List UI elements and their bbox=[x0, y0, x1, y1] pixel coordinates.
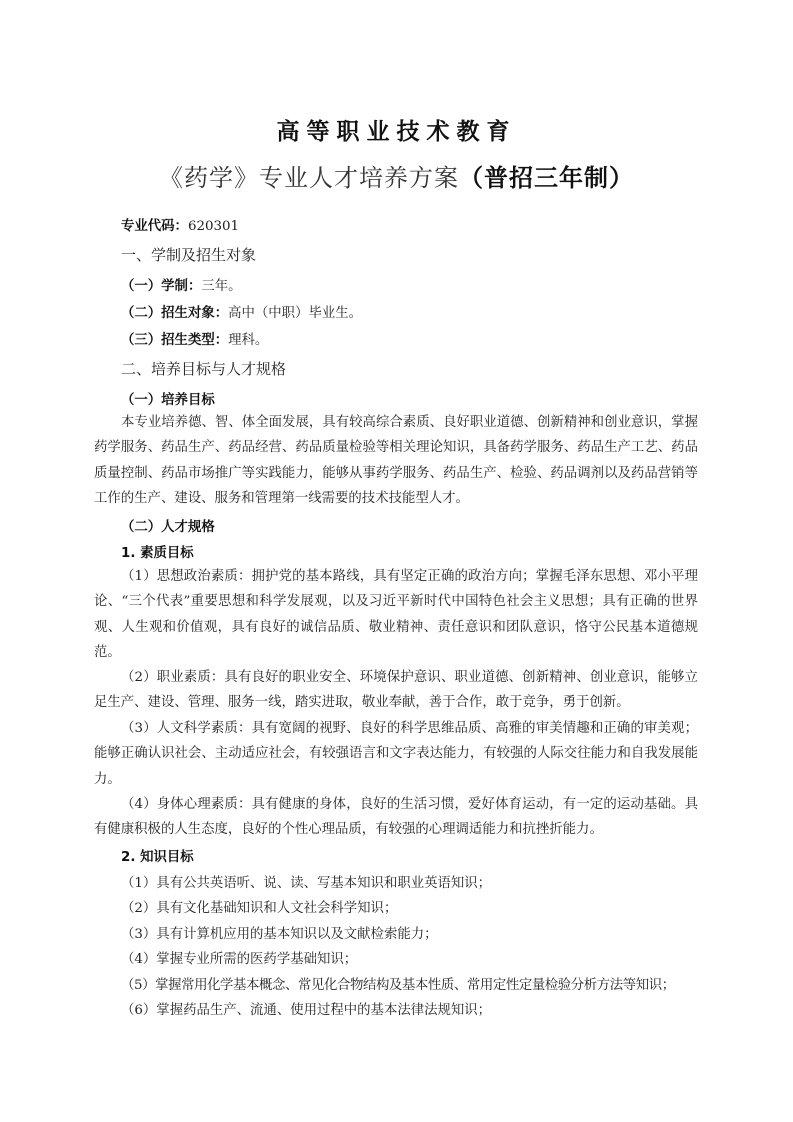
document-subtitle bbox=[0, 158, 793, 193]
knowledge-item-3: （3）具有计算机应用的基本知识以及文献检索能力； bbox=[121, 927, 438, 942]
quality-item-1: （1）思想政治素质：拥护党的基本路线，具有坚定正确的政治方向；掌握毛泽东思想、邓小平理论、“三个代表”重要思想和科学发展观，以及习近平新时代中国特色社会主义思想；具有正确的世界观、人生观和价值观，具有良好的诚信品质、敬业精神、责任意识和团队意识，恪守公民基本道德规范。 bbox=[94, 569, 698, 661]
item-label: （二）招生对象： bbox=[121, 306, 229, 321]
knowledge-item-5: （5）掌握常用化学基本概念、常见化合物结构及基本性质、常用定性定量检验分析方法等知识； bbox=[121, 978, 675, 993]
training-goal-text: 本专业培养德、智、体全面发展，具有较高综合素质、良好职业道德、创新精神和创业意识，掌握药学服务、药品生产、药品经营、药品质量检验等相关理论知识，具备药学服务、药品生产工艺、药品质量控制、药品市场推广等实践能力，能够从事药学服务、药品生产、检验、药品调剂以及药品营销等工作的生产、建设、服务和管理第一线需要的技术技能型人才。 bbox=[94, 415, 698, 507]
item-label: （一）学制： bbox=[121, 279, 202, 294]
subtitle-enrollment-type: （普招三年制） bbox=[459, 164, 634, 192]
subtitle-main: 《药学》专业人才培养方案 bbox=[159, 164, 459, 192]
item-value: 理科。 bbox=[228, 333, 269, 348]
section2-heading: 二、培养目标与人才规格 bbox=[121, 360, 287, 378]
major-code bbox=[121, 215, 239, 234]
knowledge-item-1: （1）具有公共英语听、说、读、写基本知识和职业英语知识； bbox=[121, 876, 492, 891]
document-title: 高等职业技术教育 bbox=[276, 119, 517, 145]
item-value: 高中（中职）毕业生。 bbox=[228, 306, 363, 321]
talent-spec-heading: （二）人才规格 bbox=[121, 520, 215, 535]
training-goal-heading: （一）培养目标 bbox=[121, 393, 215, 408]
knowledge-goals-heading: 2. 知识目标 bbox=[121, 850, 194, 865]
knowledge-item-6: （6）掌握药品生产、流通、使用过程中的基本法律法规知识； bbox=[121, 1003, 492, 1018]
knowledge-item-2: （2）具有文化基础知识和人文社会科学知识； bbox=[121, 901, 398, 916]
item-value: 三年。 bbox=[201, 279, 242, 294]
quality-item-3: （3）人文科学素质：具有宽阔的视野、良好的科学思维品质、高雅的审美情趣和正确的审美观；能够正确认识社会、主动适应社会，有较强语言和文字表达能力，有较强的人际交往能力和自我发展能力。 bbox=[94, 721, 698, 787]
knowledge-item-4: （4）掌握专业所需的医药学基础知识； bbox=[121, 952, 358, 967]
quality-item-4: （4）身体心理素质：具有健康的身体，良好的生活习惯，爱好体育运动，有一定的运动基础。具有健康积极的人生态度，良好的个性心理品质，有较强的心理调适能力和抗挫折能力。 bbox=[94, 797, 698, 838]
section1-heading: 一、学制及招生对象 bbox=[121, 246, 257, 264]
quality-item-2: （2）职业素质：具有良好的职业安全、环境保护意识、职业道德、创新精神、创业意识，能够立足生产、建设、管理、服务一线，踏实进取，敬业奉献，善于合作，敢于竞争，勇于创新。 bbox=[94, 670, 698, 711]
section1-item-target bbox=[121, 302, 362, 321]
item-label: （三）招生类型： bbox=[121, 333, 229, 348]
major-code-value: 620301 bbox=[187, 219, 240, 234]
quality-goals-heading: 1. 素质目标 bbox=[121, 546, 194, 561]
section1-item-duration bbox=[121, 275, 242, 294]
section1-item-type bbox=[121, 329, 268, 348]
major-code-label: 专业代码： bbox=[121, 219, 188, 234]
